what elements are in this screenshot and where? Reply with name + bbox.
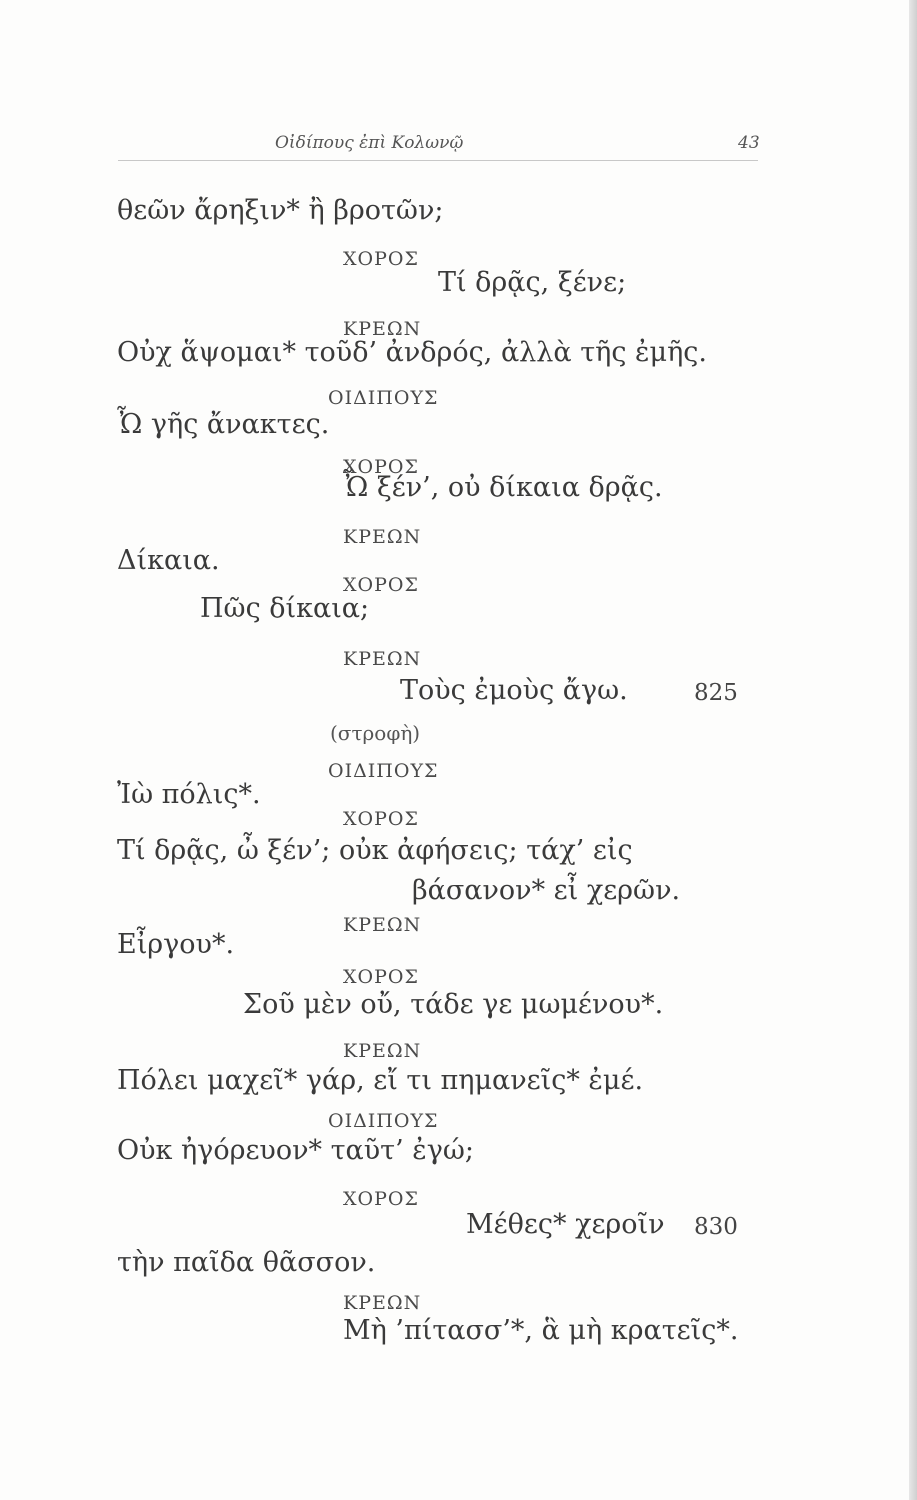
speaker-label: ΚΡΕΩΝ bbox=[343, 914, 422, 936]
verse-line: Μέθες* χεροῖν bbox=[466, 1209, 665, 1240]
speaker-label: ΧΟΡΟΣ bbox=[343, 808, 419, 830]
speaker-label: ΚΡΕΩΝ bbox=[343, 1040, 422, 1062]
verse-line: Εἶργου*. bbox=[117, 929, 235, 960]
verse-line: θεῶν ἄρηξιν* ἢ βροτῶν; bbox=[117, 195, 444, 226]
speaker-label: ΟΙΔΙΠΟΥΣ bbox=[328, 1110, 439, 1132]
verse-line: Ὦ ξέν’, οὐ δίκαια δρᾷς. bbox=[343, 472, 663, 503]
verse-line: βάσανον* εἶ χερῶν. bbox=[412, 875, 681, 906]
speaker-label: ΚΡΕΩΝ bbox=[343, 1292, 422, 1314]
verse-line: Πῶς δίκαια; bbox=[200, 593, 370, 624]
speaker-label: ΚΡΕΩΝ bbox=[343, 648, 422, 670]
verse-line: Δίκαια. bbox=[117, 545, 220, 576]
verse-line: Τί δρᾷς, ὦ ξέν’; οὐκ ἀφήσεις; τάχ’ εἰς bbox=[117, 835, 633, 866]
verse-line: Τί δρᾷς, ξένε; bbox=[438, 267, 627, 298]
verse-line: Μὴ ’πίτασσ’*, ἃ μὴ κρατεῖς*. bbox=[343, 1315, 739, 1346]
line-number: 830 bbox=[694, 1214, 738, 1240]
line-number: 825 bbox=[694, 680, 738, 706]
verse-line: Ἰὼ πόλις*. bbox=[117, 779, 261, 810]
speaker-label: ΧΟΡΟΣ bbox=[343, 574, 419, 596]
verse-line: Σοῦ μὲν οὔ, τάδε γε μωμένου*. bbox=[243, 989, 664, 1020]
speaker-label: ΧΟΡΟΣ bbox=[343, 248, 419, 270]
speaker-label: ΚΡΕΩΝ bbox=[343, 318, 422, 340]
verse-line: Οὐκ ἠγόρευον* ταῦτ’ ἐγώ; bbox=[117, 1135, 475, 1166]
verse-line: τὴν παῖδα θᾶσσον. bbox=[117, 1247, 376, 1278]
strophe-note: (στροφὴ) bbox=[330, 721, 421, 745]
header-rule bbox=[118, 160, 758, 161]
verse-line: Οὐχ ἅψομαι* τοῦδ’ ἀνδρός, ἀλλὰ τῆς ἐμῆς. bbox=[117, 337, 707, 368]
page-number: 43 bbox=[738, 133, 760, 153]
page-edge-shadow bbox=[909, 0, 917, 1500]
verse-line: Ὦ γῆς ἄνακτες. bbox=[117, 409, 330, 440]
speaker-label: ΟΙΔΙΠΟΥΣ bbox=[328, 760, 439, 782]
running-title: Οἰδίπους ἐπὶ Κολωνῷ bbox=[275, 133, 464, 153]
speaker-label: ΚΡΕΩΝ bbox=[343, 526, 422, 548]
speaker-label: ΧΟΡΟΣ bbox=[343, 1188, 419, 1210]
verse-line: Τοὺς ἐμοὺς ἄγω. bbox=[400, 675, 628, 706]
verse-line: Πόλει μαχεῖ* γάρ, εἴ τι πημανεῖς* ἐμέ. bbox=[117, 1065, 644, 1096]
speaker-label: ΟΙΔΙΠΟΥΣ bbox=[328, 387, 439, 409]
speaker-label: ΧΟΡΟΣ bbox=[343, 966, 419, 988]
speaker-label: ΧΟΡΟΣ bbox=[343, 456, 419, 478]
